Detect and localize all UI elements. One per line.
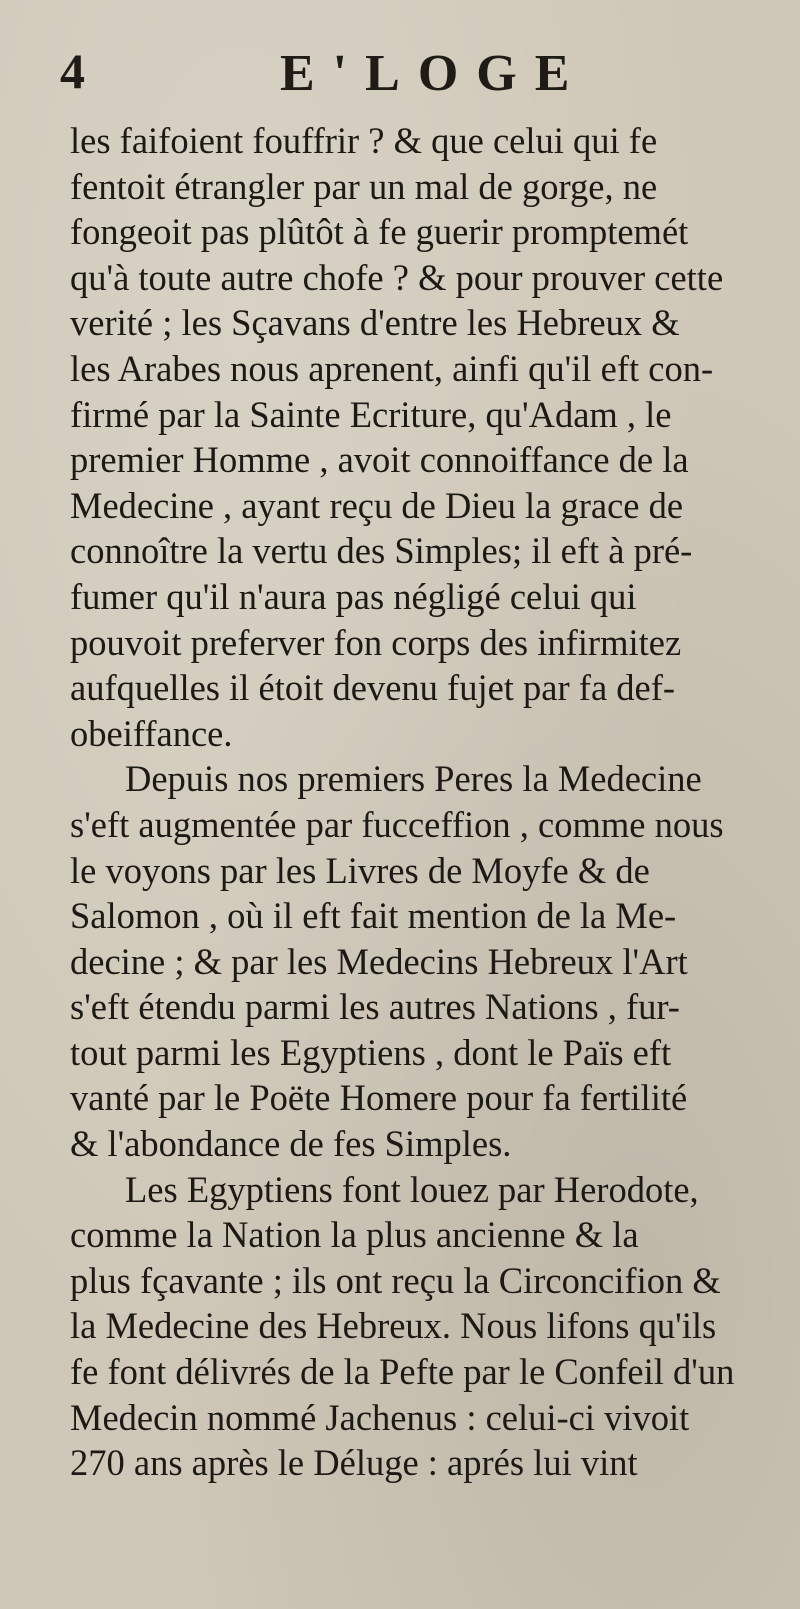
text-line: decine ; & par les Medecins Hebreux l'Art xyxy=(70,940,688,982)
text-line: la Medecine des Hebreux. Nous lifons qu'ils xyxy=(70,1305,717,1347)
text-line: 270 ans après le Déluge : aprés lui vint xyxy=(70,1442,638,1484)
text-line: Salomon , où il eft fait mention de la Me- xyxy=(70,895,677,937)
text-line: le voyons par les Livres de Moyfe & de xyxy=(70,849,650,891)
text-line: les Arabes nous aprenent, ainfi qu'il eft con- xyxy=(70,347,714,389)
text-line: les faifoient fouffrir ? & que celui qui fe xyxy=(70,120,658,161)
text-line: s'eft augmentée par fucceffion , comme nous xyxy=(70,803,724,845)
text-line: tout parmi les Egyptiens , dont le Païs eft xyxy=(70,1031,672,1073)
text-line: fe font délivrés de la Pefte par le Confeil d'un xyxy=(70,1351,735,1393)
text-line: comme la Nation la plus ancienne & la xyxy=(70,1214,639,1256)
text-line: s'eft étendu parmi les autres Nations , fur- xyxy=(70,986,680,1028)
running-head: E'LOGE xyxy=(280,45,588,102)
text-line: obeiffance. xyxy=(70,712,233,754)
text-line: pouvoit preferver fon corps des infirmitez xyxy=(70,621,682,663)
text-line: fentoit étrangler par un mal de gorge, ne xyxy=(70,165,658,207)
text-line: premier Homme , avoit connoiffance de la xyxy=(70,439,689,481)
text-line: vanté par le Poëte Homere pour fa fertilité xyxy=(70,1077,688,1119)
page-number: 4 xyxy=(60,43,85,99)
text-line: firmé par la Sainte Ecriture, qu'Adam , le xyxy=(70,393,672,435)
text-line: Medecin nommé Jachenus : celui-ci vivoit xyxy=(70,1396,690,1438)
text-line: plus fçavante ; ils ont reçu la Circoncifion & xyxy=(70,1259,721,1301)
text-line: fongeoit pas plûtôt à fe guerir promptemét xyxy=(70,211,689,253)
text-line: Medecine , ayant reçu de Dieu la grace de xyxy=(70,484,684,526)
page-header xyxy=(60,42,760,102)
text-line: verité ; les Sçavans d'entre les Hebreux & xyxy=(70,302,680,344)
text-line: Depuis nos premiers Peres la Medecine xyxy=(125,758,702,800)
body-text xyxy=(70,118,770,1486)
text-line: & l'abondance de fes Simples. xyxy=(70,1123,512,1165)
text-line: fumer qu'il n'aura pas négligé celui qui xyxy=(70,575,637,617)
text-line: aufquelles il étoit devenu fujet par fa def- xyxy=(70,667,676,709)
text-line: connoître la vertu des Simples; il eft à pré- xyxy=(70,530,693,572)
text-line: qu'à toute autre chofe ? & pour prouver cette xyxy=(70,256,724,298)
text-line: Les Egyptiens font louez par Herodote, xyxy=(125,1168,699,1210)
